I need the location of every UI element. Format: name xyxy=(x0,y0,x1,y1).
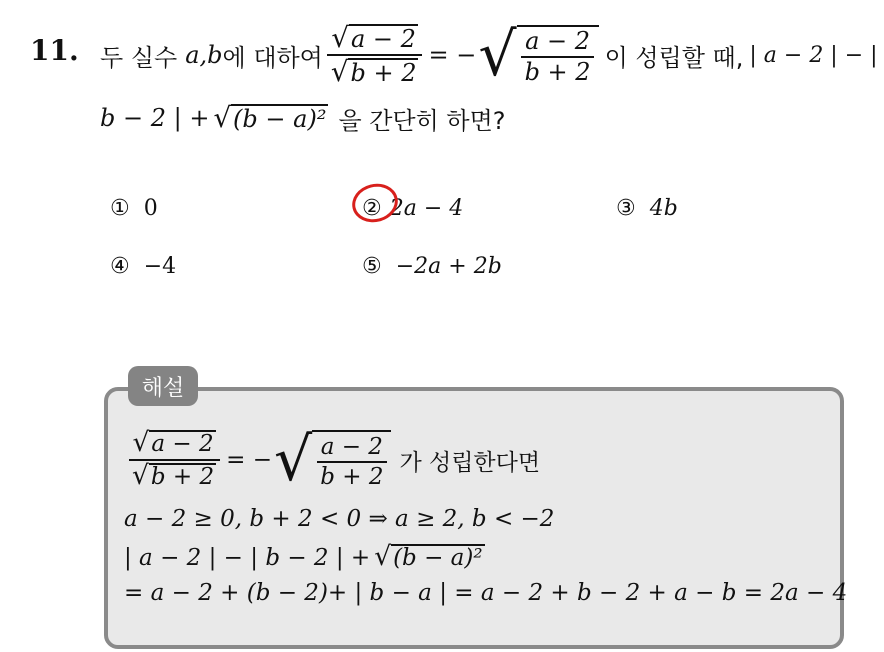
choice-1[interactable] xyxy=(110,196,158,221)
question-abs-a: | a − 2 | − | xyxy=(749,42,878,68)
question-vars: a,b xyxy=(185,41,223,69)
question-line-2 xyxy=(100,98,506,138)
solution-line-4: = a − 2 + (b − 2)+ | b − a | = a − 2 + b − 2 + a − b = 2a − 4 xyxy=(124,580,848,606)
solution-line1-text: 가 성립한다면 xyxy=(399,449,541,476)
question-line2-start: b − 2 | + xyxy=(100,104,210,132)
question-equals-minus: = − xyxy=(428,41,477,69)
choice-4-value: −4 xyxy=(143,254,177,279)
question-sqrt-expr: (b − a)² xyxy=(233,104,327,133)
solution-line3-start: | a − 2 | − | b − 2 | + xyxy=(124,545,371,571)
solution-frac-numerator: a − 2 xyxy=(151,430,214,457)
solution-big-denominator: b + 2 xyxy=(320,464,384,490)
question-condition-text: 이 성립할 때, xyxy=(604,43,744,72)
solution-fraction: √ a − 2 √ b + 2 xyxy=(128,430,220,491)
question-sqrt: √ (b − a)² xyxy=(213,100,327,134)
question-line-1 xyxy=(100,14,878,96)
solution-line-1 xyxy=(124,424,540,496)
solution-line-2: a − 2 ≥ 0, b + 2 < 0 ⇒ a ≥ 2, b < −2 xyxy=(124,506,555,532)
question-frac-denominator: b + 2 xyxy=(350,59,417,87)
solution-sqrt: √ (b − a)² xyxy=(374,541,483,573)
choice-5-mark: ⑤ xyxy=(362,254,382,279)
question-frac-numerator: a − 2 xyxy=(350,24,416,53)
choice-3-value: 4b xyxy=(649,196,678,221)
question-big-numerator: a − 2 xyxy=(521,29,594,58)
choice-5-value: −2a + 2b xyxy=(395,254,502,279)
solution-frac-denominator: b + 2 xyxy=(150,464,215,490)
choice-1-mark: ① xyxy=(110,196,130,221)
choice-1-value: 0 xyxy=(143,196,158,221)
choice-4-mark: ④ xyxy=(110,254,130,279)
choice-2-value: 2a − 4 xyxy=(389,196,464,221)
question-big-denominator: b + 2 xyxy=(524,58,591,86)
choice-3[interactable] xyxy=(616,196,678,221)
question-fraction: √ a − 2 √ b + 2 xyxy=(327,24,423,87)
question-intro2: 에 대하여 xyxy=(222,43,323,72)
choice-4[interactable] xyxy=(110,254,176,279)
question-intro: 두 실수 xyxy=(100,43,178,72)
solution-equals-minus: = − xyxy=(226,447,272,473)
solution-line-3 xyxy=(124,540,485,576)
question-number: 11. xyxy=(30,34,79,67)
solution-sqrt-expr: (b − a)² xyxy=(393,545,483,572)
solution-big-sqrt: √ $\frac{a - 2}{b + 2}$ xyxy=(274,430,391,490)
solution-tag: 해설 xyxy=(128,366,198,406)
question-line2-end: 을 간단히 하면? xyxy=(338,106,506,135)
choice-5[interactable] xyxy=(362,254,502,279)
choice-3-mark: ③ xyxy=(616,196,636,221)
solution-big-numerator: a − 2 xyxy=(317,435,387,463)
choice-2-mark: ② xyxy=(362,196,382,221)
question-big-sqrt: √ $\frac{a - 2}{b + 2}$ xyxy=(478,25,598,85)
